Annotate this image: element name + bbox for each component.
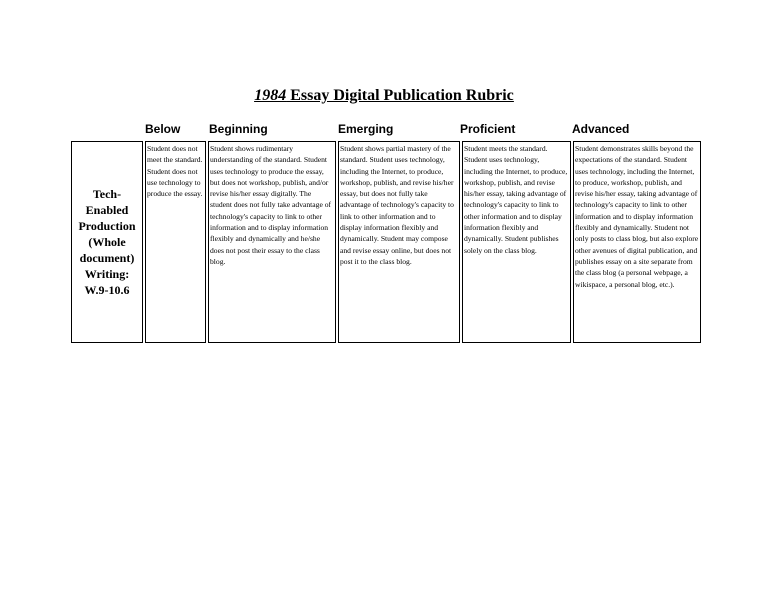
table-row: [71, 141, 701, 343]
column-header-advanced: Advanced: [572, 122, 630, 136]
title-italic: 1984: [254, 87, 287, 104]
cell-emerging: Student shows partial mastery of the standard. Student uses technology, including the Internet, to produce, workshop, publish, and revise his/her essay, but does not fully take advantage of technology's capacity to link to other information and to display information flexibly and dynamically. Student may compose and revise essay online, but does not post it to the class blog.: [338, 141, 460, 343]
cell-beginning: Student shows rudimentary understanding of the standard. Student uses technology to produce the essay, but does not workshop, publish, and/or revise his/her essay digitally. The student does not fully take advantage of technology's capacity to link to other information and to display information flexibly and dynamically and he/she does not post their essay to the class blog.: [208, 141, 336, 343]
rubric-table: [69, 141, 703, 343]
row-header-line: Production: [78, 219, 136, 233]
row-header-line: (Whole: [88, 235, 126, 249]
row-header-line: Enabled: [85, 203, 129, 217]
column-header-below: Below: [145, 122, 181, 136]
row-header-line: Tech-: [92, 187, 122, 201]
row-header-cell: [71, 141, 143, 343]
column-header-proficient: Proficient: [460, 122, 516, 136]
column-header-beginning: Beginning: [209, 122, 268, 136]
column-headers: [0, 122, 768, 138]
cell-below: Student does not meet the standard. Student does not use technology to produce the essay.: [145, 141, 206, 343]
row-header-line: document): [79, 251, 135, 265]
cell-advanced: Student demonstrates skills beyond the expectations of the standard. Student uses technology, including the Internet, to produce, workshop, publish, and revise his/her essay, taking advantage of technology's capacity to link to other information and to display information flexibly and dynamically. Student not only posts to class blog, but also explore other avenues of digital publication, and publishes essay on a site separate from the class blog (a personal webpage, a wikispace, a personal blog, etc.).: [573, 141, 701, 343]
page-title: [0, 86, 768, 106]
cell-proficient: Student meets the standard. Student uses technology, including the Internet, to produce, workshop, publish, and revise his/her essay, taking advantage of technology's capacity to link to other information and to display information flexibly and dynamically. Student publishes solely on the class blog.: [462, 141, 571, 343]
row-header-line: Writing:: [84, 267, 130, 281]
column-header-emerging: Emerging: [338, 122, 394, 136]
title-text: Essay Digital Publication Rubric: [286, 87, 514, 104]
row-header-line: W.9-10.6: [84, 283, 130, 297]
